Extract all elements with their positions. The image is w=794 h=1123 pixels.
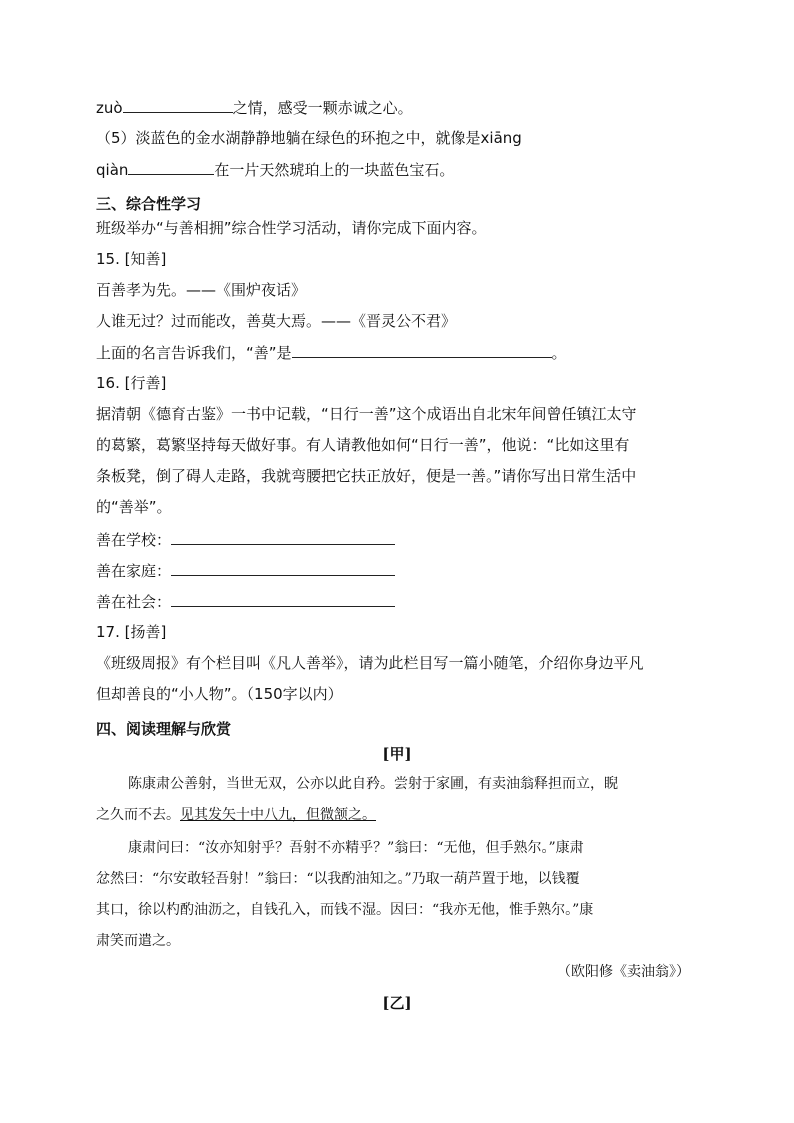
q16-society-blank[interactable] — [171, 591, 395, 607]
passage-jia-title: [甲] — [382, 745, 412, 763]
pinyin-zuo: zuò — [96, 99, 123, 117]
jia-line-4: 忿然曰：“尔安敢轻吾射！”翁曰：“以我酌油知之。”乃取一葫芦置于地，以钱覆 — [96, 871, 580, 887]
q14-line-3-text: 在一片天然琥珀上的一块蓝色宝石。 — [214, 161, 455, 179]
jia-underlined-sentence: 见其发矢十中八九，但微颔之。 — [180, 807, 376, 823]
q15-answer-blank[interactable] — [292, 342, 552, 358]
q14-line-3 — [96, 159, 454, 180]
q16-society-label: 善在社会： — [96, 593, 172, 611]
q16-society-row — [96, 591, 395, 612]
q15-quote-1: 百善孝为先。——《围炉夜话》 — [96, 281, 307, 299]
q14-item-5: （5）淡蓝色的金水湖静静地躺在绿色的环抱之中，就像是xiāng — [96, 129, 522, 147]
q15-prompt-text: 上面的名言告诉我们，“善”是 — [96, 344, 292, 362]
q14-line-1 — [96, 97, 413, 118]
jia-line-1: 陈康肃公善射，当世无双，公亦以此自矜。尝射于家圃，有卖油翁释担而立，睨 — [128, 776, 618, 792]
q16-para-line-4: 的“善举”。 — [96, 498, 172, 516]
jia-line-6: 肃笑而遣之。 — [96, 933, 180, 949]
q15-prompt — [96, 342, 567, 363]
jia-source: （欧阳修《卖油翁》） — [557, 964, 690, 980]
pinyin-qian: qiàn — [96, 161, 129, 179]
q15-quote-2: 人谁无过？过而能改，善莫大焉。——《晋灵公不君》 — [96, 312, 457, 330]
jia-line-2 — [96, 805, 376, 825]
q16-school-blank[interactable] — [171, 529, 395, 545]
q16-para-line-1: 据清朝《德育古鉴》一书中记载，“日行一善”这个成语出自北宋年间曾任镇江太守 — [96, 405, 637, 423]
jia-line-3: 康肃问曰：“汝亦知射乎？吾射不亦精乎？”翁曰：“无他，但手熟尔。”康肃 — [128, 840, 584, 856]
q16-home-blank[interactable] — [171, 560, 395, 576]
q16-home-row — [96, 560, 395, 581]
q16-home-label: 善在家庭： — [96, 562, 172, 580]
section-3-intro: 班级举办“与善相拥”综合性学习活动，请你完成下面内容。 — [96, 219, 487, 237]
q16-school-row — [96, 529, 395, 550]
q16-para-line-2: 的葛繁，葛繁坚持每天做好事。有人请教他如何“日行一善”，他说：“比如这里有 — [96, 436, 630, 454]
q17-label: 17. [扬善] — [96, 623, 167, 641]
q16-para-line-3: 条板凳，倒了碍人走路，我就弯腰把它扶正放好，便是一善。”请你写出日常生活中 — [96, 467, 637, 485]
jia-line-5: 其口，徐以杓酌油沥之，自钱孔入，而钱不湿。因曰：“我亦无他，惟手熟尔。”康 — [96, 902, 594, 918]
q14-line-1-text: 之情，感受一颗赤诚之心。 — [232, 99, 413, 117]
q17-para-line-2: 但却善良的“小人物”。（150字以内） — [96, 685, 343, 703]
answer-blank-qian[interactable] — [128, 159, 214, 175]
section-3-heading: 三、综合性学习 — [96, 195, 202, 213]
passage-yi-title: [乙] — [382, 994, 412, 1012]
q16-school-label: 善在学校： — [96, 531, 172, 549]
q15-prompt-end: 。 — [551, 344, 567, 362]
q16-label: 16. [行善] — [96, 374, 167, 392]
jia-line-2-text: 之久而不去。 — [96, 807, 180, 823]
q15-label: 15. [知善] — [96, 250, 167, 268]
answer-blank-zuo[interactable] — [123, 97, 233, 113]
section-4-heading: 四、阅读理解与欣赏 — [96, 720, 232, 738]
q17-para-line-1: 《班级周报》有个栏目叫《凡人善举》，请为此栏目写一篇小随笔，介绍你身边平凡 — [96, 654, 644, 672]
